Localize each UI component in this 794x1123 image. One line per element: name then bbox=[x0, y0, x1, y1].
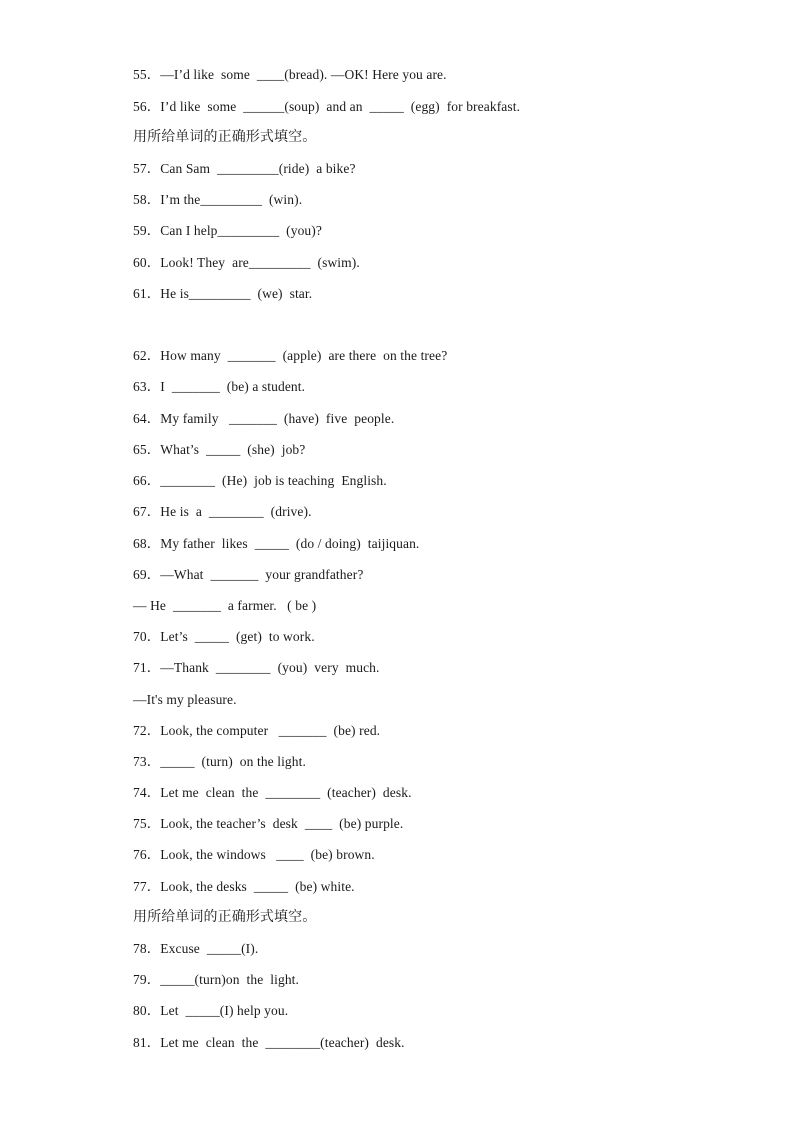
question-55: 55．—I’d like some ____(bread). —OK! Here you are. bbox=[133, 67, 447, 82]
question-75: 75．Look, the teacher’s desk ____ (be) purple. bbox=[133, 816, 404, 831]
question-61: 61．He is_________ (we) star. bbox=[133, 286, 313, 301]
question-67: 67．He is a ________ (drive). bbox=[133, 504, 312, 519]
question-68: 68．My father likes _____ (do / doing) taijiquan. bbox=[133, 536, 420, 551]
question-71: 71．—Thank ________ (you) very much. bbox=[133, 660, 380, 675]
question-69: 69．—What _______ your grandfather? bbox=[133, 567, 364, 582]
question-59: 59．Can I help_________ (you)? bbox=[133, 223, 322, 238]
question-65: 65．What’s _____ (she) job? bbox=[133, 442, 306, 457]
section-instruction: 用所给单词的正确形式填空。 bbox=[133, 129, 317, 145]
question-80: 80．Let _____(I) help you. bbox=[133, 1003, 289, 1018]
question-56: 56．I’d like some ______(soup) and an _____ (egg) for breakfast. bbox=[133, 99, 521, 114]
question-70: 70．Let’s _____ (get) to work. bbox=[133, 629, 315, 644]
question-64: 64．My family _______ (have) five people. bbox=[133, 411, 395, 426]
question-76: 76．Look, the windows ____ (be) brown. bbox=[133, 847, 375, 862]
question-73: 73．_____ (turn) on the light. bbox=[133, 754, 306, 769]
question-63: 63．I _______ (be) a student. bbox=[133, 379, 306, 394]
question-74: 74．Let me clean the ________ (teacher) desk. bbox=[133, 785, 412, 800]
question-66: 66．________ (He) job is teaching English. bbox=[133, 473, 387, 488]
question-79: 79．_____(turn)on the light. bbox=[133, 972, 300, 987]
question-58: 58．I’m the_________ (win). bbox=[133, 192, 303, 207]
question-81: 81．Let me clean the ________(teacher) desk. bbox=[133, 1035, 405, 1050]
question-71-reply: —It's my pleasure. bbox=[133, 692, 237, 707]
question-78: 78．Excuse _____(I). bbox=[133, 941, 259, 956]
section-instruction-2: 用所给单词的正确形式填空。 bbox=[133, 909, 317, 925]
question-69-reply: — He _______ a farmer. ( be ) bbox=[133, 598, 317, 613]
question-77: 77．Look, the desks _____ (be) white. bbox=[133, 879, 355, 894]
question-62: 62．How many _______ (apple) are there on the tree? bbox=[133, 348, 448, 363]
question-60: 60．Look! They are_________ (swim). bbox=[133, 255, 360, 270]
question-72: 72．Look, the computer _______ (be) red. bbox=[133, 723, 381, 738]
question-57: 57．Can Sam _________(ride) a bike? bbox=[133, 161, 356, 176]
